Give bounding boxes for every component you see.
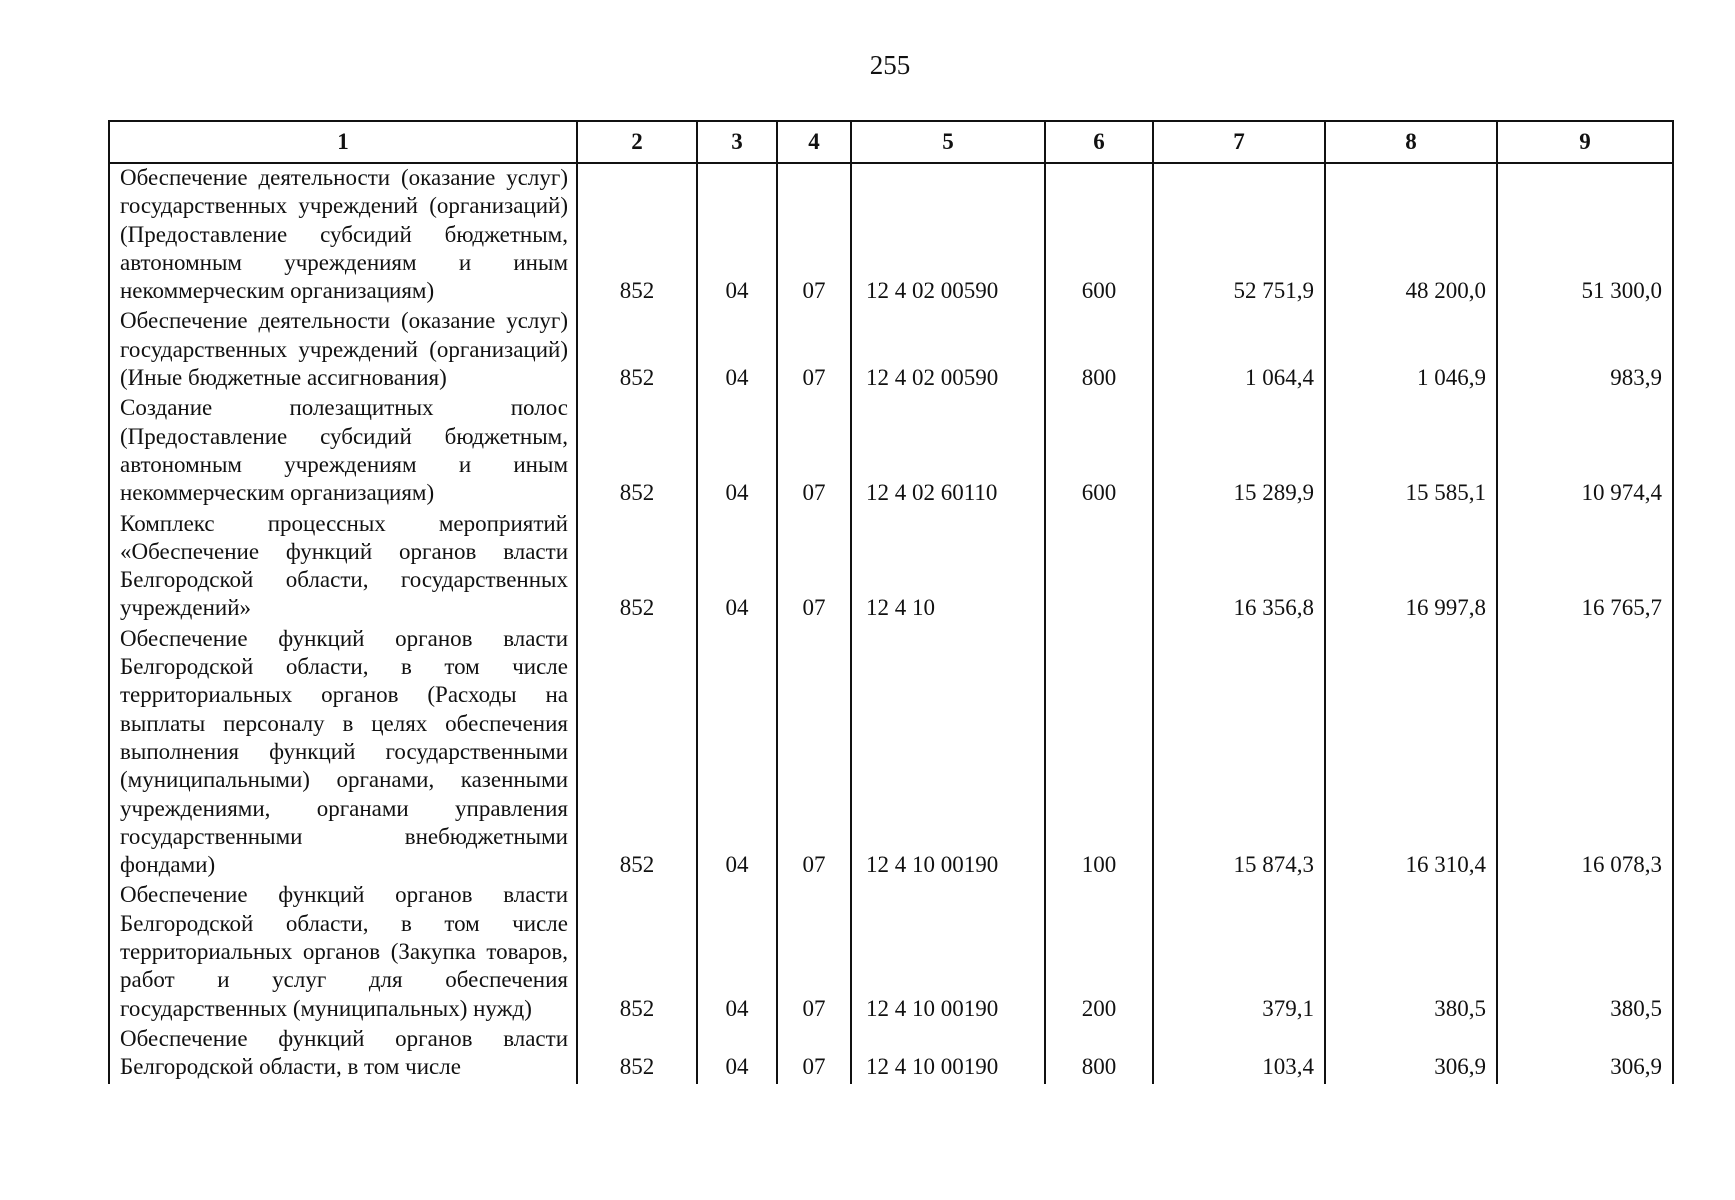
cell-col-9: 10 974,4 (1497, 394, 1673, 509)
cell-col-3: 04 (697, 881, 777, 1024)
table-row (109, 625, 1673, 882)
cell-col-9: 16 765,7 (1497, 510, 1673, 625)
cell-col-6: 800 (1045, 1025, 1153, 1084)
column-header-3: 3 (697, 121, 777, 163)
table-row (109, 394, 1673, 509)
cell-col-3: 04 (697, 510, 777, 625)
row-name: Обеспечение функций органов власти Белгородской области, в том числе (109, 1025, 577, 1084)
cell-col-8: 306,9 (1325, 1025, 1497, 1084)
cell-col-5: 12 4 02 60110 (851, 394, 1045, 509)
column-header-2: 2 (577, 121, 697, 163)
cell-col-8: 15 585,1 (1325, 394, 1497, 509)
row-name: Обеспечение деятельности (оказание услуг) государственных учреждений (организаций) (Предоставление субсидий бюджетным, автономным учреждениям и иным некоммерческим организациям) (109, 163, 577, 307)
column-header-1: 1 (109, 121, 577, 163)
cell-col-3: 04 (697, 394, 777, 509)
cell-col-4: 07 (777, 163, 851, 307)
cell-col-2: 852 (577, 394, 697, 509)
cell-col-9: 51 300,0 (1497, 163, 1673, 307)
cell-col-6: 800 (1045, 307, 1153, 394)
cell-col-7: 15 874,3 (1153, 625, 1325, 882)
cell-col-5: 12 4 10 00190 (851, 1025, 1045, 1084)
cell-col-6: 200 (1045, 881, 1153, 1024)
cell-col-5: 12 4 02 00590 (851, 163, 1045, 307)
cell-col-7: 379,1 (1153, 881, 1325, 1024)
table-row (109, 1025, 1673, 1084)
cell-col-2: 852 (577, 1025, 697, 1084)
cell-col-4: 07 (777, 881, 851, 1024)
cell-col-2: 852 (577, 625, 697, 882)
cell-col-4: 07 (777, 1025, 851, 1084)
cell-col-8: 380,5 (1325, 881, 1497, 1024)
cell-col-8: 16 310,4 (1325, 625, 1497, 882)
budget-table (108, 120, 1674, 1084)
cell-col-6: 600 (1045, 394, 1153, 509)
cell-col-6: 100 (1045, 625, 1153, 882)
column-header-7: 7 (1153, 121, 1325, 163)
cell-col-2: 852 (577, 163, 697, 307)
cell-col-4: 07 (777, 394, 851, 509)
table-row (109, 163, 1673, 307)
cell-col-7: 1 064,4 (1153, 307, 1325, 394)
cell-col-3: 04 (697, 307, 777, 394)
cell-col-7: 103,4 (1153, 1025, 1325, 1084)
cell-col-6: 600 (1045, 163, 1153, 307)
column-header-6: 6 (1045, 121, 1153, 163)
row-name: Комплекс процессных мероприятий «Обеспечение функций органов власти Белгородской области, государственных учреждений» (109, 510, 577, 625)
table-row (109, 881, 1673, 1024)
cell-col-2: 852 (577, 307, 697, 394)
cell-col-4: 07 (777, 625, 851, 882)
cell-col-2: 852 (577, 881, 697, 1024)
cell-col-3: 04 (697, 625, 777, 882)
cell-col-9: 16 078,3 (1497, 625, 1673, 882)
row-name: Обеспечение функций органов власти Белгородской области, в том числе территориальных органов (Расходы на выплаты персоналу в целях обеспечения выполнения функций государственными (муниципальными) органами, казенными учреждениями, органами управления государственными внебюджетными фондами) (109, 625, 577, 882)
cell-col-7: 52 751,9 (1153, 163, 1325, 307)
cell-col-7: 15 289,9 (1153, 394, 1325, 509)
column-header-9: 9 (1497, 121, 1673, 163)
row-name: Создание полезащитных полос (Предоставление субсидий бюджетным, автономным учреждениям и иным некоммерческим организациям) (109, 394, 577, 509)
cell-col-9: 380,5 (1497, 881, 1673, 1024)
cell-col-8: 16 997,8 (1325, 510, 1497, 625)
cell-col-9: 983,9 (1497, 307, 1673, 394)
cell-col-4: 07 (777, 510, 851, 625)
cell-col-3: 04 (697, 163, 777, 307)
cell-col-6 (1045, 510, 1153, 625)
table-row (109, 510, 1673, 625)
cell-col-8: 48 200,0 (1325, 163, 1497, 307)
cell-col-8: 1 046,9 (1325, 307, 1497, 394)
cell-col-3: 04 (697, 1025, 777, 1084)
table-header-row (109, 121, 1673, 163)
cell-col-9: 306,9 (1497, 1025, 1673, 1084)
cell-col-5: 12 4 02 00590 (851, 307, 1045, 394)
cell-col-5: 12 4 10 (851, 510, 1045, 625)
column-header-5: 5 (851, 121, 1045, 163)
cell-col-5: 12 4 10 00190 (851, 625, 1045, 882)
cell-col-5: 12 4 10 00190 (851, 881, 1045, 1024)
column-header-4: 4 (777, 121, 851, 163)
cell-col-2: 852 (577, 510, 697, 625)
cell-col-7: 16 356,8 (1153, 510, 1325, 625)
row-name: Обеспечение функций органов власти Белгородской области, в том числе территориальных органов (Закупка товаров, работ и услуг для обеспечения государственных (муниципальных) нужд) (109, 881, 577, 1024)
page-number: 255 (869, 50, 911, 80)
column-header-8: 8 (1325, 121, 1497, 163)
table-row (109, 307, 1673, 394)
row-name: Обеспечение деятельности (оказание услуг) государственных учреждений (организаций) (Иные бюджетные ассигнования) (109, 307, 577, 394)
cell-col-4: 07 (777, 307, 851, 394)
